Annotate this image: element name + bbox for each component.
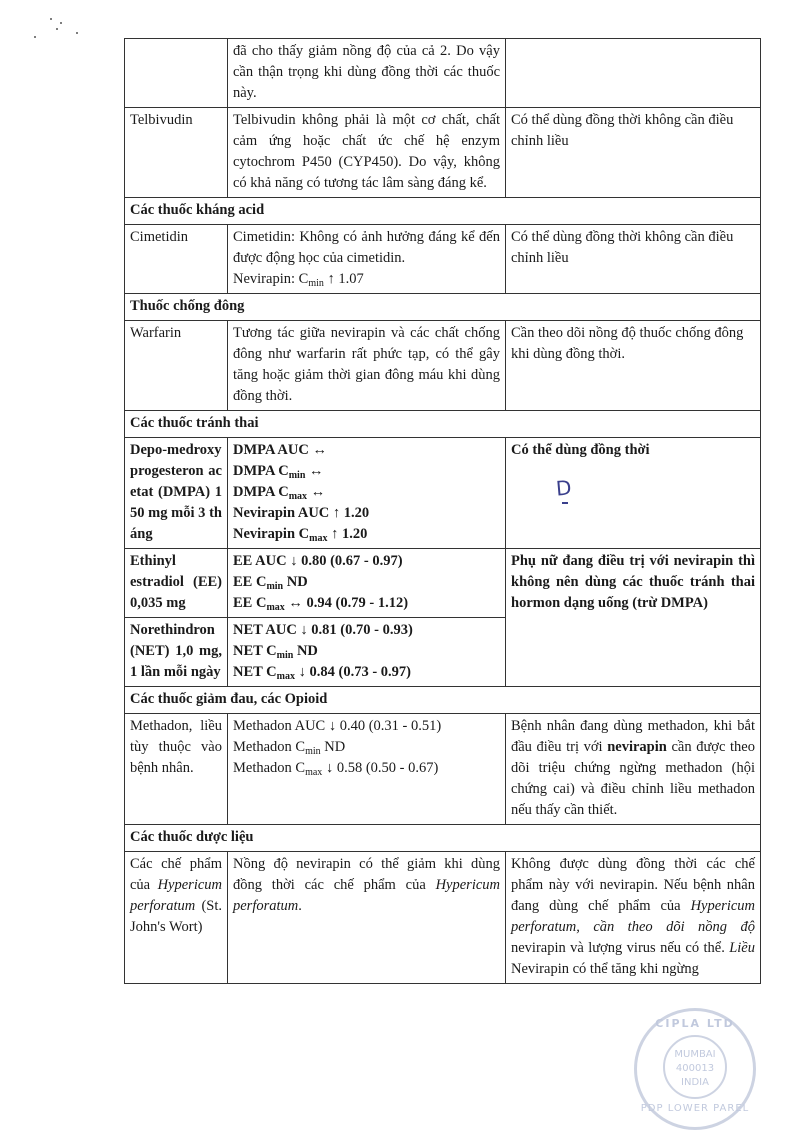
effect-line: Cimetidin: Không có ảnh hưởng đáng kể đến được động học của cimetidin. (233, 229, 500, 266)
effect-text: NET C (233, 643, 277, 659)
handwritten-dash (562, 502, 568, 504)
effect-line (233, 572, 500, 593)
section-heading: Các thuốc kháng acid (125, 198, 761, 225)
table-row (125, 714, 761, 825)
effect-text: ND (320, 739, 346, 755)
table-row (125, 108, 761, 198)
section-heading: Thuốc chống đông (125, 294, 761, 321)
effect-text: ↑ 1.07 (323, 271, 364, 287)
drug-cell (125, 852, 228, 984)
subscript: min (308, 278, 324, 289)
subscript: max (266, 602, 285, 613)
effect-line (233, 758, 500, 779)
section-row (125, 198, 761, 225)
drug-cell: Norethindron (NET) 1,0 mg, 1 lần mỗi ngày (125, 618, 228, 687)
subscript: max (276, 671, 295, 682)
table-row (125, 225, 761, 294)
effect-text: Hypericum perforatum (233, 877, 500, 914)
section-heading: Các thuốc dược liệu (125, 825, 761, 852)
recommendation-cell (506, 852, 761, 984)
effect-line: NET AUC ↓ 0.81 (0.70 - 0.93) (233, 622, 413, 638)
recommendation-text: cần được theo dõi triệu chứng ngừng methadon (hội chứng cai) và điều chỉnh liều methadon nếu thấy cần thiết. (511, 739, 755, 818)
effect-line (233, 524, 500, 545)
effect-text: DMPA C (233, 463, 289, 479)
section-heading: Các thuốc giảm đau, các Opioid (125, 687, 761, 714)
table-row (125, 438, 761, 549)
effect-line: Nevirapin AUC ↑ 1.20 (233, 505, 370, 521)
drug-cell: Methadon, liều tùy thuộc vào bệnh nhân. (125, 714, 228, 825)
section-row (125, 687, 761, 714)
section-row (125, 411, 761, 438)
recommendation-cell (506, 714, 761, 825)
effect-line: DMPA AUC ↔ (233, 442, 327, 458)
effect-cell (228, 438, 506, 549)
effect-line (233, 641, 500, 662)
effect-text: Nồng độ nevirapin có thể giảm khi dùng đồng thời các chế phẩm của (233, 856, 500, 893)
effect-cell (228, 618, 506, 687)
effect-text: Nevirapin: C (233, 271, 309, 287)
subscript: min (288, 470, 306, 481)
effect-text: ↔ 0.94 (0.79 - 1.12) (284, 595, 409, 611)
drug-text: (St. John's Wort) (130, 898, 222, 935)
effect-text: NET C (233, 664, 277, 680)
table-row (125, 549, 761, 618)
effect-text: Methadon C (233, 760, 306, 776)
effect-line (233, 662, 500, 683)
recommendation-cell: Có thể dùng đồng thời không cần điều chỉnh liều (506, 225, 761, 294)
effect-text: ↔ (305, 463, 324, 479)
recommendation-text: Không được dùng đồng thời các chế phẩm này với nevirapin. Nếu bệnh nhân đang dùng chế phẩm của (511, 856, 755, 914)
effect-text: EE C (233, 595, 267, 611)
effect-text: Methadon C (233, 739, 306, 755)
effect-text: ND (293, 643, 318, 659)
subscript: min (305, 746, 321, 757)
effect-text: . (298, 898, 302, 914)
effect-line (233, 461, 500, 482)
effect-cell (228, 225, 506, 294)
effect-cell: Tương tác giữa nevirapin và các chất chống đông như warfarin rất phức tạp, có thể gây tăng hoặc giảm thời gian đông máu khi dùng đồng thời. (228, 321, 506, 411)
subscript: max (288, 491, 308, 502)
effect-cell (228, 549, 506, 618)
subscript: min (266, 581, 284, 592)
stamp-postcode: 400013 (675, 1063, 715, 1074)
effect-cell: đã cho thấy giảm nồng độ của cả 2. Do vậy cần thận trọng khi dùng đồng thời các thuốc này. (228, 39, 506, 108)
company-stamp (634, 1008, 756, 1130)
effect-text: ↓ 0.84 (0.73 - 0.97) (295, 664, 411, 680)
effect-line (233, 737, 500, 758)
section-row (125, 294, 761, 321)
interaction-table (124, 38, 761, 984)
drug-cell: Cimetidin (125, 225, 228, 294)
recommendation-text: Hypericum perforatum, cần theo dõi nồng độ (511, 898, 755, 935)
table-row (125, 852, 761, 984)
effect-cell: Telbivudin không phải là một cơ chất, chất cảm ứng hoặc chất ức chế hệ enzym cytochrom P450 (CYP450). Do vậy, không có khả năng có tương tác lâm sàng đáng kể. (228, 108, 506, 198)
drug-cell (125, 39, 228, 108)
stamp-country: INDIA (681, 1077, 709, 1088)
effect-text: DMPA C (233, 484, 289, 500)
section-heading: Các thuốc tránh thai (125, 411, 761, 438)
stamp-top-text: CIPLA LTD (655, 1017, 735, 1030)
effect-text: ND (283, 574, 308, 590)
drug-cell: Ethinyl estradiol (EE) 0,035 mg (125, 549, 228, 618)
effect-line (233, 593, 500, 614)
effect-cell (228, 852, 506, 984)
recommendation-cell: Phụ nữ đang điều trị với nevirapin thì không nên dùng các thuốc tránh thai hormon dạng uống (trừ DMPA) (506, 549, 761, 687)
effect-text: Nevirapin C (233, 526, 310, 542)
section-row (125, 825, 761, 852)
subscript: max (305, 767, 323, 778)
subscript: min (276, 650, 294, 661)
recommendation-cell: Có thể dùng đồng thời không cần điều chỉnh liều (506, 108, 761, 198)
subscript: max (309, 533, 328, 544)
drug-text: Các chế phẩm của (130, 856, 222, 893)
effect-line: Methadon AUC ↓ 0.40 (0.31 - 0.51) (233, 718, 442, 734)
recommendation-text: Bệnh nhân đang dùng methadon, khi bắt đầu điều trị với (511, 718, 755, 755)
stamp-city: MUMBAI (674, 1049, 716, 1060)
recommendation-text: nevirapin và lượng virus nếu có thể. (511, 940, 730, 956)
effect-line (233, 269, 500, 290)
recommendation-cell: Cần theo dõi nồng độ thuốc chống đông khi dùng đồng thời. (506, 321, 761, 411)
recommendation-text: nevirapin (607, 739, 667, 755)
recommendation-cell (506, 39, 761, 108)
effect-cell (228, 714, 506, 825)
handwritten-initial: D (554, 475, 573, 501)
recommendation-text: Liều (729, 940, 755, 956)
table-row (125, 321, 761, 411)
effect-text: ↑ 1.20 (327, 526, 368, 542)
stamp-bottom-text: PDP LOWER PAREL (640, 1103, 750, 1114)
drug-cell: Depo-medroxyprogesteron acetat (DMPA) 150 mg mỗi 3 tháng (125, 438, 228, 549)
effect-line (233, 482, 500, 503)
drug-cell: Warfarin (125, 321, 228, 411)
drug-text: Hypericum perforatum (130, 877, 222, 914)
effect-line: EE AUC ↓ 0.80 (0.67 - 0.97) (233, 553, 403, 569)
recommendation-text: Nevirapin có thể tăng khi ngừng (511, 961, 699, 977)
recommendation-cell: Có thể dùng đồng thời (506, 438, 761, 549)
effect-text: EE C (233, 574, 267, 590)
effect-text: ↓ 0.58 (0.50 - 0.67) (322, 760, 439, 776)
scan-specks (30, 14, 90, 54)
effect-text: ↔ (307, 484, 326, 500)
table-row (125, 39, 761, 108)
drug-cell: Telbivudin (125, 108, 228, 198)
